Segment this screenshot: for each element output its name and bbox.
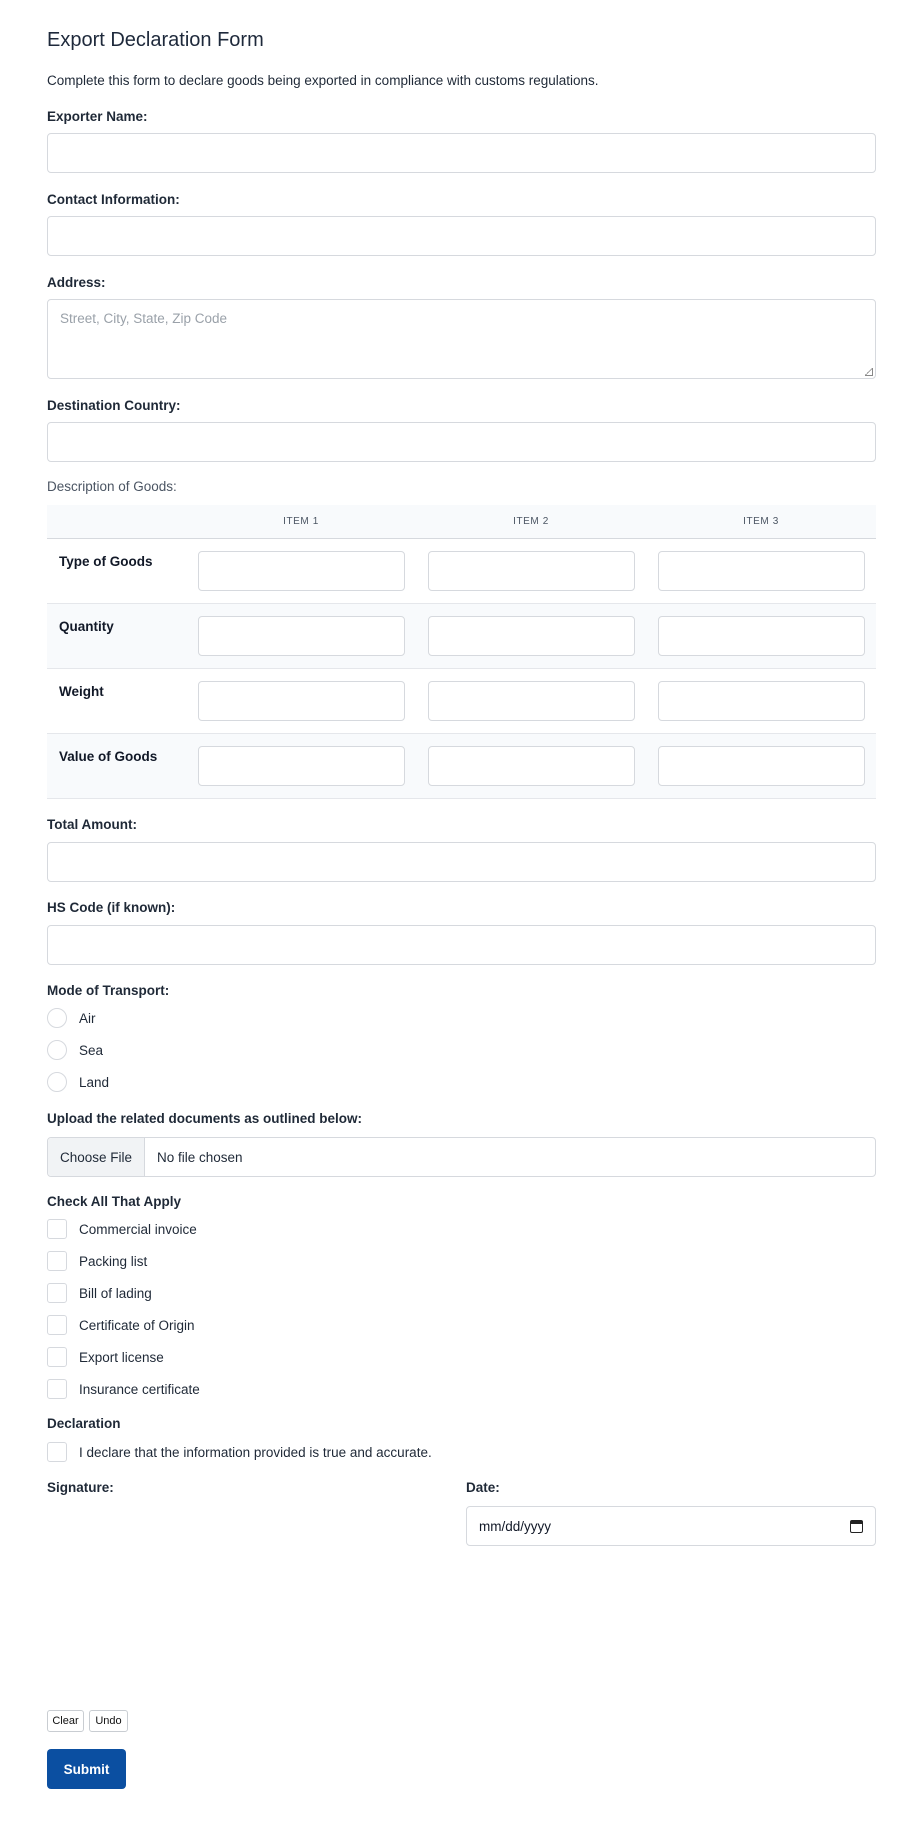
type-of-goods-item-3-input[interactable]: [658, 551, 865, 591]
insurance-certificate-label: Insurance certificate: [79, 1381, 200, 1397]
destination-group: [47, 397, 181, 415]
contact-info-label: Contact Information:: [47, 192, 180, 207]
value-of-goods-item-3-input[interactable]: [658, 746, 865, 786]
weight-item-2-input[interactable]: [428, 681, 635, 721]
quantity-item-3-input[interactable]: [658, 616, 865, 656]
type-of-goods-item-1-input[interactable]: [198, 551, 405, 591]
hs-code-group: [47, 899, 175, 917]
quantity-item-2-input[interactable]: [428, 616, 635, 656]
item-2-header: ITEM 2: [416, 505, 646, 538]
total-amount-label: Total Amount:: [47, 817, 137, 832]
checklist-label: Check All That Apply: [47, 1194, 182, 1209]
undo-signature-button[interactable]: Undo: [89, 1710, 128, 1732]
signature-label: Signature:: [47, 1480, 114, 1495]
land-label: Land: [79, 1074, 110, 1090]
item-1-header: ITEM 1: [186, 505, 416, 538]
hs-code-label: HS Code (if known):: [47, 900, 176, 915]
file-status: No file chosen: [157, 1149, 243, 1165]
signature-group: [47, 1479, 114, 1497]
certificate-of-origin-checkbox[interactable]: [47, 1315, 67, 1335]
document-upload-input[interactable]: [47, 1137, 876, 1177]
clear-signature-button[interactable]: Clear: [47, 1710, 84, 1732]
exporter-name-group: [47, 108, 148, 126]
transport-option-air[interactable]: [47, 1008, 96, 1028]
address-textarea[interactable]: [47, 299, 876, 379]
date-input[interactable]: [466, 1506, 876, 1546]
checklist-group: [47, 1193, 181, 1211]
type-of-goods-item-2-input[interactable]: [428, 551, 635, 591]
date-group: [466, 1479, 500, 1497]
quantity-item-1-input[interactable]: [198, 616, 405, 656]
air-label: Air: [79, 1010, 96, 1026]
item-3-header: ITEM 3: [646, 505, 876, 538]
address-group: [47, 274, 106, 292]
calendar-icon[interactable]: [850, 1520, 863, 1533]
table-corner-header: [47, 505, 186, 538]
signature-pad[interactable]: [47, 1506, 447, 1696]
packing-list-checkbox[interactable]: [47, 1251, 67, 1271]
check-commercial-invoice[interactable]: [47, 1219, 197, 1239]
date-label: Date:: [466, 1480, 500, 1495]
declaration-confirm[interactable]: [47, 1442, 432, 1462]
resize-grip-icon[interactable]: [865, 368, 873, 376]
commercial-invoice-label: Commercial invoice: [79, 1221, 197, 1237]
transport-group: [47, 982, 169, 1000]
upload-label: Upload the related documents as outlined below:: [47, 1111, 363, 1126]
commercial-invoice-checkbox[interactable]: [47, 1219, 67, 1239]
check-bill-of-lading[interactable]: [47, 1283, 152, 1303]
declaration-group: [47, 1415, 121, 1433]
export-declaration-form: [0, 0, 912, 90]
total-amount-group: [47, 816, 137, 834]
transport-label: Mode of Transport:: [47, 983, 170, 998]
table-row: [47, 538, 876, 603]
declaration-label: Declaration: [47, 1416, 121, 1431]
weight-item-3-input[interactable]: [658, 681, 865, 721]
air-radio[interactable]: [47, 1008, 67, 1028]
land-radio[interactable]: [47, 1072, 67, 1092]
insurance-certificate-checkbox[interactable]: [47, 1379, 67, 1399]
goods-description-label: Description of Goods:: [47, 479, 177, 494]
value-of-goods-item-1-input[interactable]: [198, 746, 405, 786]
table-row: [47, 733, 876, 798]
table-row: [47, 668, 876, 733]
check-packing-list[interactable]: [47, 1251, 147, 1271]
hs-code-input[interactable]: [47, 925, 876, 965]
choose-file-button[interactable]: Choose File: [48, 1138, 145, 1176]
goods-table: [47, 505, 876, 799]
check-certificate-of-origin[interactable]: [47, 1315, 195, 1335]
destination-country-input[interactable]: [47, 422, 876, 462]
weight-item-1-input[interactable]: [198, 681, 405, 721]
transport-option-land[interactable]: [47, 1072, 109, 1092]
contact-info-input[interactable]: [47, 216, 876, 256]
address-placeholder: Street, City, State, Zip Code: [60, 311, 228, 326]
export-license-checkbox[interactable]: [47, 1347, 67, 1367]
quantity-label: Quantity: [59, 618, 114, 634]
bill-of-lading-checkbox[interactable]: [47, 1283, 67, 1303]
exporter-name-label: Exporter Name:: [47, 109, 148, 124]
check-export-license[interactable]: [47, 1347, 164, 1367]
packing-list-label: Packing list: [79, 1253, 148, 1269]
check-insurance-certificate[interactable]: [47, 1379, 200, 1399]
weight-label: Weight: [59, 683, 104, 699]
sea-radio[interactable]: [47, 1040, 67, 1060]
upload-group: [47, 1110, 362, 1128]
total-amount-input[interactable]: [47, 842, 876, 882]
sea-label: Sea: [79, 1042, 104, 1058]
exporter-name-input[interactable]: [47, 133, 876, 173]
certificate-of-origin-label: Certificate of Origin: [79, 1317, 195, 1333]
form-description: Complete this form to declare goods being exported in compliance with customs regulations.: [47, 73, 599, 88]
declaration-checkbox[interactable]: [47, 1442, 67, 1462]
address-label: Address:: [47, 275, 106, 290]
type-of-goods-label: Type of Goods: [59, 553, 153, 569]
contact-info-group: [47, 191, 180, 209]
export-license-label: Export license: [79, 1349, 164, 1365]
transport-option-sea[interactable]: [47, 1040, 103, 1060]
date-placeholder: mm/dd/yyyy: [479, 1518, 552, 1534]
declaration-text: I declare that the information provided is true and accurate.: [79, 1444, 432, 1460]
destination-country-label: Destination Country:: [47, 398, 181, 413]
table-row: [47, 603, 876, 668]
page-title: Export Declaration Form: [47, 29, 264, 51]
bill-of-lading-label: Bill of lading: [79, 1285, 152, 1301]
value-of-goods-label: Value of Goods: [59, 748, 158, 764]
value-of-goods-item-2-input[interactable]: [428, 746, 635, 786]
submit-button[interactable]: Submit: [47, 1749, 126, 1789]
